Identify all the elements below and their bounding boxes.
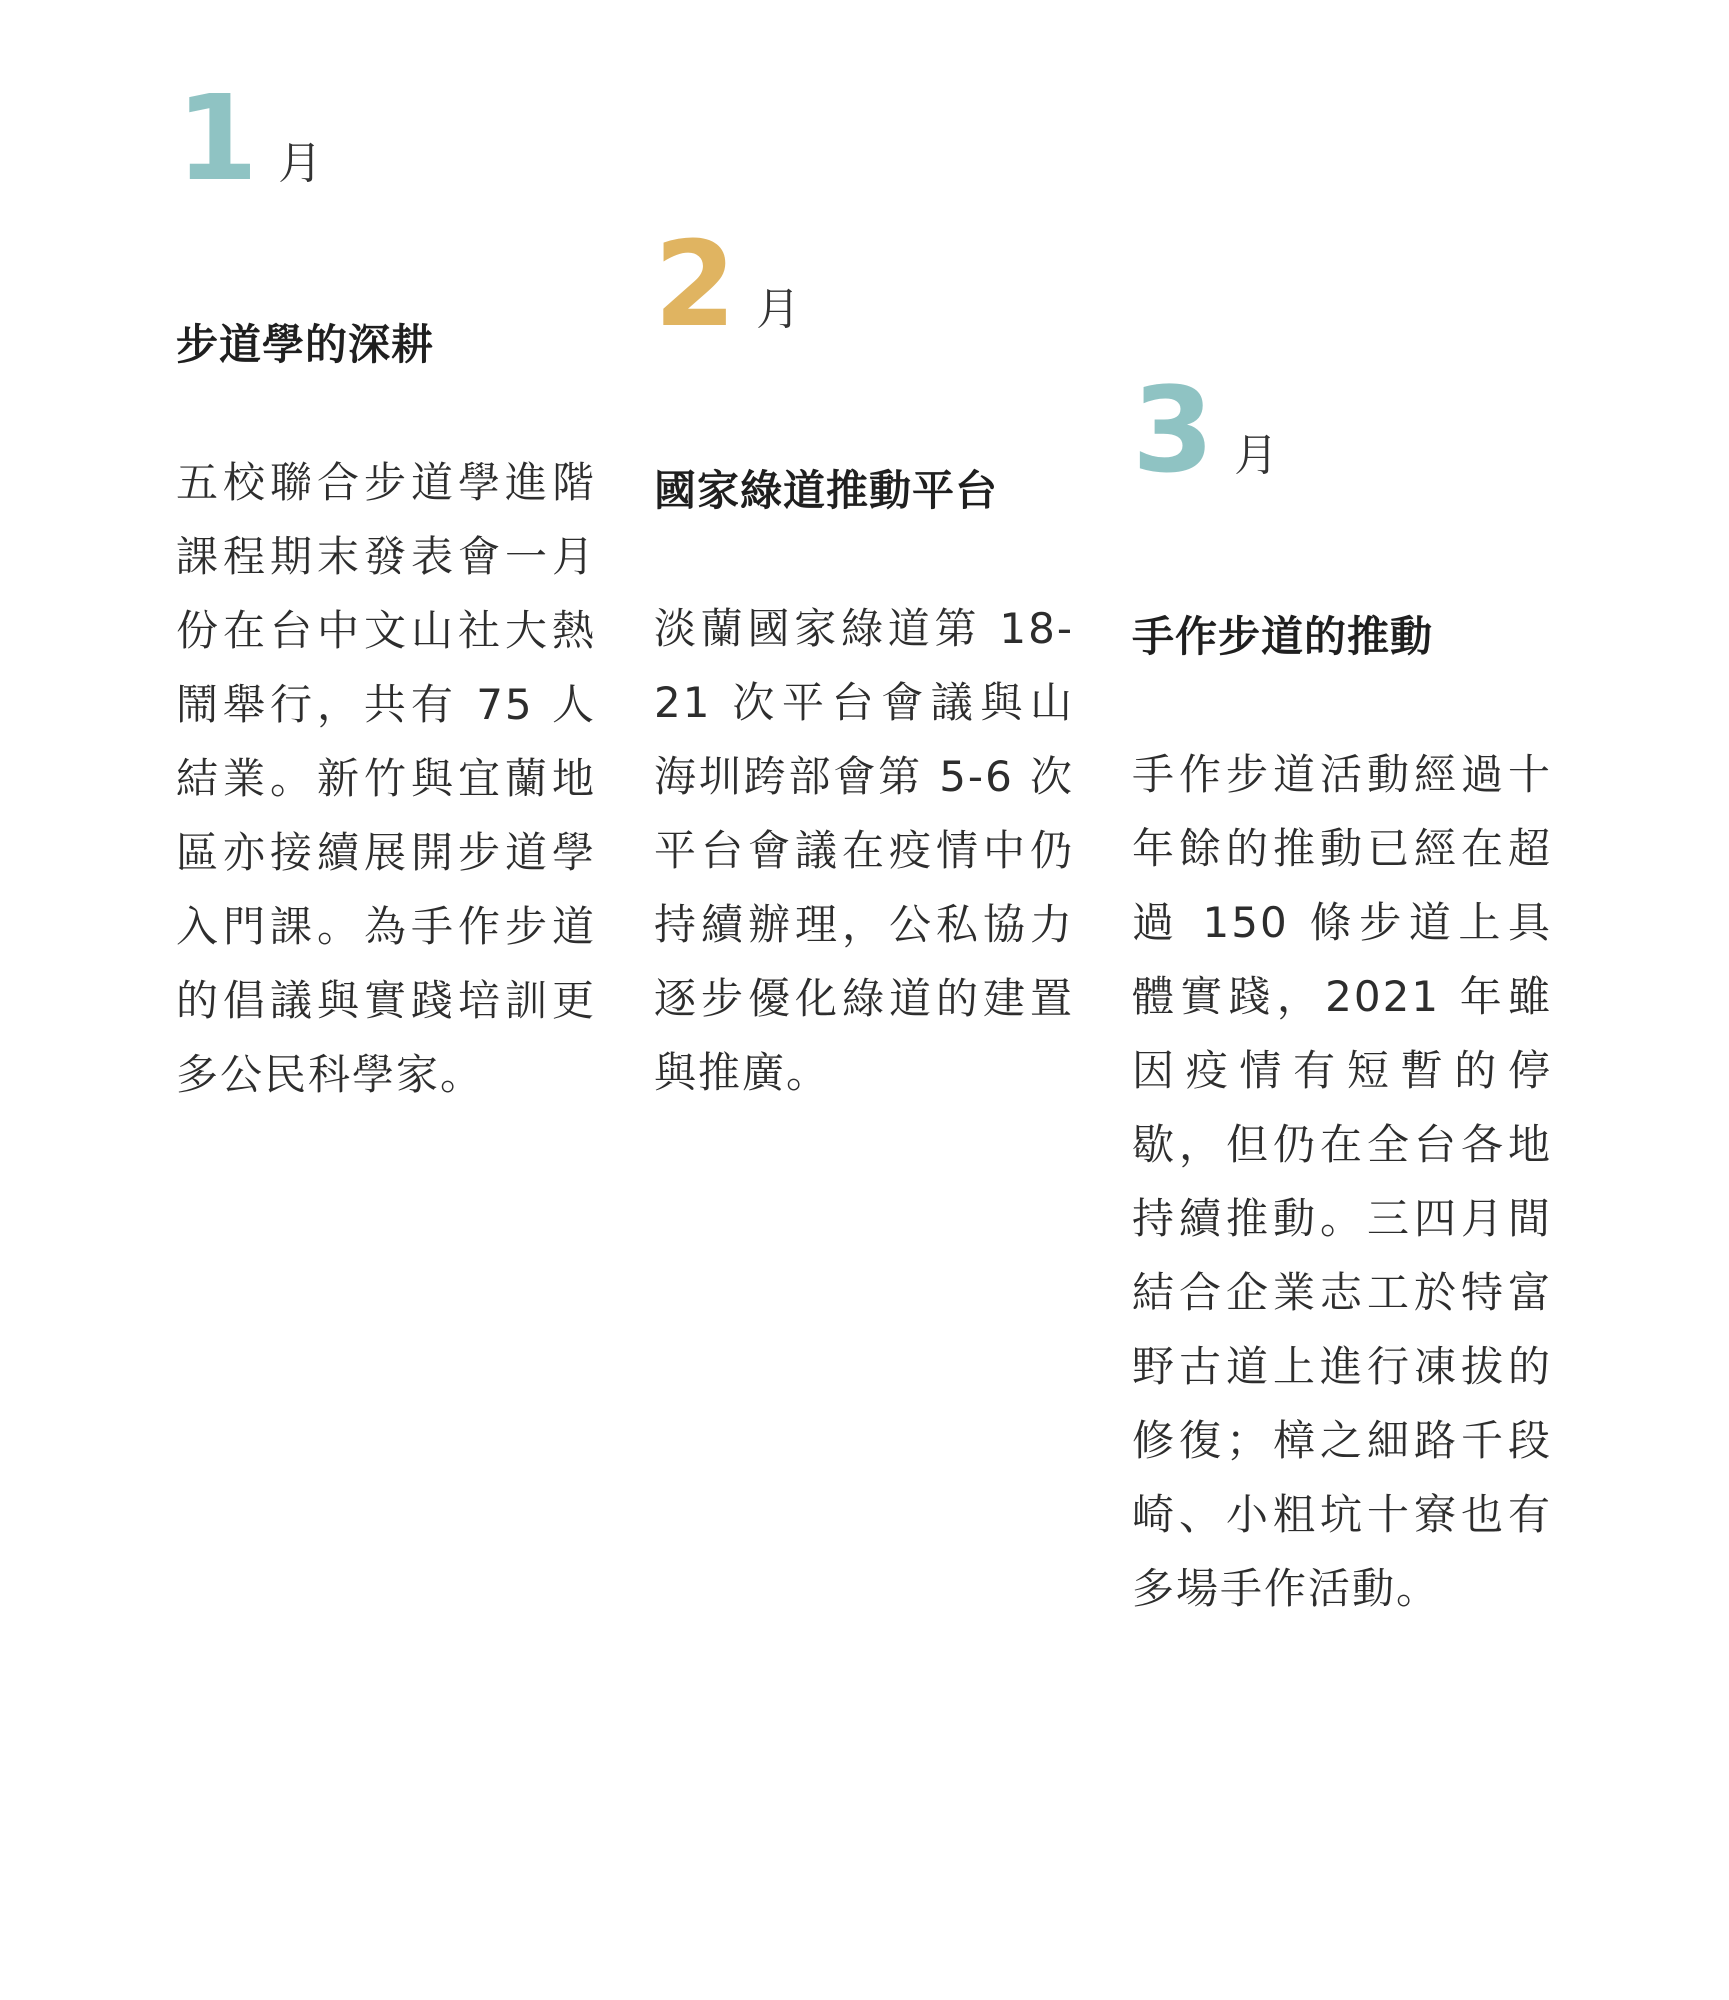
month-number: 3 <box>1132 361 1213 499</box>
month-number: 2 <box>654 215 735 353</box>
month-unit: 月 <box>1234 430 1279 481</box>
month-heading <box>1132 361 1552 499</box>
section-title: 手作步道的推動 <box>1132 612 1434 661</box>
month-column-february <box>654 215 1074 1110</box>
section-body: 五校聯合步道學進階課程期末發表會一月份在台中文山社大熱鬧舉行，共有 75 人結業。新竹與宜蘭地區亦接續展開步道學入門課。為手作步道的倡議與實踐培訓更多公民科學家。 <box>176 458 596 1099</box>
month-unit: 月 <box>278 138 323 189</box>
month-number: 1 <box>176 69 257 207</box>
month-heading <box>176 69 596 207</box>
month-column-january <box>176 69 596 1112</box>
section-title: 國家綠道推動平台 <box>654 466 999 515</box>
month-column-march <box>1132 361 1552 1626</box>
section-title: 步道學的深耕 <box>176 320 435 369</box>
section-body: 手作步道活動經過十年餘的推動已經在超過 150 條步道上具體實踐，2021 年雖因疫情有短暫的停歇，但仍在全台各地持續推動。三四月間結合企業志工於特富野古道上進行凍拔的修復；樟之細路千段崎、小粗坑十寮也有多場手作活動。 <box>1132 750 1552 1613</box>
month-heading <box>654 215 1074 353</box>
month-unit: 月 <box>756 284 801 335</box>
section-body: 淡蘭國家綠道第 18-21 次平台會議與山海圳跨部會第 5-6 次平台會議在疫情中仍持續辦理，公私協力逐步優化綠道的建置與推廣。 <box>654 604 1074 1097</box>
